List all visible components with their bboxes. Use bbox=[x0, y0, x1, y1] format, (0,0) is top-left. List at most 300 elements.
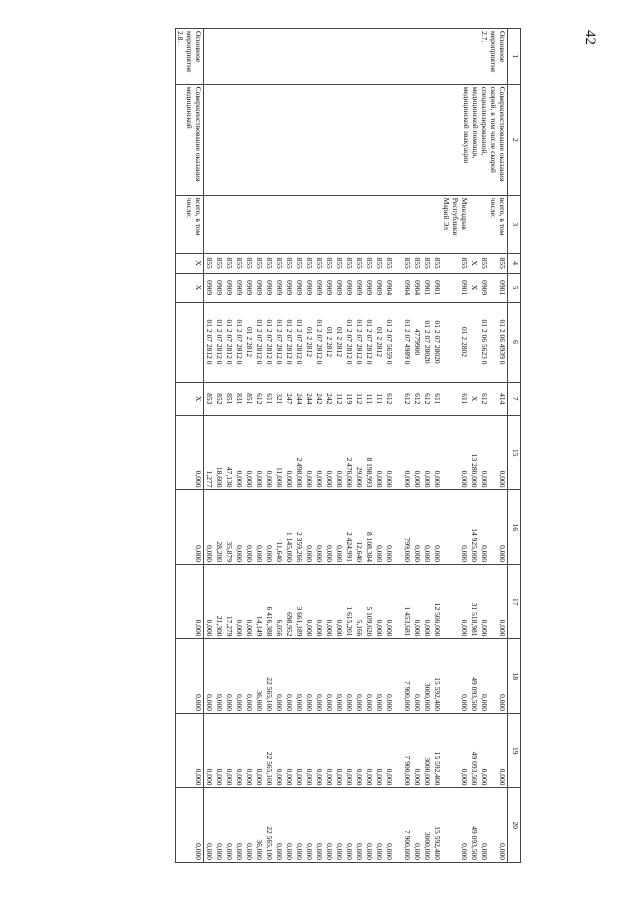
section-code-cell: 0904 bbox=[412, 273, 422, 302]
executor-cell: всего, в том числе: bbox=[489, 195, 508, 253]
section-code-cell: 0909 bbox=[324, 273, 334, 302]
target-item-cell: 01 2 2802 bbox=[442, 302, 469, 382]
amount-cell: 0,000 bbox=[334, 788, 344, 863]
amount-cell: 18,600 bbox=[214, 415, 224, 490]
amount-cell: 0,000 bbox=[224, 713, 234, 788]
grbs-cell: 855 bbox=[344, 253, 354, 273]
grbs-cell: 855 bbox=[422, 253, 432, 273]
empty-cell bbox=[394, 273, 402, 302]
amount-cell: 0,000 bbox=[284, 713, 294, 788]
amount-cell: 1 453,681 bbox=[402, 564, 412, 639]
expense-type-cell: 321 bbox=[274, 382, 284, 415]
amount-cell: 0,000 bbox=[442, 639, 469, 714]
amount-cell: 0,000 bbox=[314, 415, 324, 490]
grbs-cell: 855 bbox=[384, 253, 394, 273]
grbs-cell: 855 bbox=[489, 253, 508, 273]
amount-cell: 0,000 bbox=[224, 639, 234, 714]
section-code-cell: 0909 bbox=[224, 273, 234, 302]
executor-cell bbox=[324, 195, 334, 253]
target-item-cell: 01 2 07 2812 0 bbox=[284, 302, 294, 382]
amount-cell: 0,000 bbox=[384, 713, 394, 788]
grbs-cell: 855 bbox=[234, 253, 244, 273]
executor-cell: Минздрав Республики Марий Эл bbox=[442, 195, 469, 253]
grbs-cell: 855 bbox=[264, 253, 274, 273]
executor-cell bbox=[479, 195, 489, 253]
amount-cell: 49 093,500 bbox=[469, 639, 479, 714]
amount-cell: 22 565,100 bbox=[264, 713, 274, 788]
amount-cell: 0,000 bbox=[334, 639, 344, 714]
amount-cell: 0,000 bbox=[314, 490, 324, 565]
target-item-cell: 01 2 07 28020 bbox=[432, 302, 442, 382]
column-header: 4 bbox=[508, 253, 521, 273]
amount-cell: 0,000 bbox=[304, 788, 314, 863]
section-code-cell: 0904 bbox=[402, 273, 412, 302]
expense-type-cell: 831 bbox=[234, 382, 244, 415]
budget-table-sheet bbox=[1, 28, 521, 863]
grbs-cell: 855 bbox=[284, 253, 294, 273]
grbs-cell: 855 bbox=[374, 253, 384, 273]
section-code-cell: 0909 bbox=[264, 273, 274, 302]
column-header: 16 bbox=[508, 490, 521, 565]
executor-cell bbox=[412, 195, 422, 253]
section-code-cell: 0909 bbox=[364, 273, 374, 302]
grbs-cell: 855 bbox=[314, 253, 324, 273]
amount-cell: 15 592,400 bbox=[432, 788, 442, 863]
amount-cell: 0,000 bbox=[479, 639, 489, 714]
expense-type-cell: X bbox=[176, 382, 204, 415]
amount-cell: 3000,000 bbox=[422, 639, 432, 714]
amount-cell: 0,000 bbox=[204, 639, 215, 714]
amount-cell: 0,000 bbox=[489, 788, 508, 863]
amount-cell: 0,000 bbox=[384, 490, 394, 565]
amount-cell: 0,000 bbox=[294, 713, 304, 788]
target-item-cell: 01 2 2812 bbox=[324, 302, 334, 382]
section-code-cell: 0909 bbox=[374, 273, 384, 302]
column-header: 7 bbox=[508, 382, 521, 415]
amount-cell: 0,000 bbox=[234, 713, 244, 788]
amount-cell: 0,000 bbox=[344, 713, 354, 788]
amount-cell: 0,000 bbox=[374, 564, 384, 639]
amount-cell: 6 416,388 bbox=[264, 564, 274, 639]
amount-cell: 36,000 bbox=[254, 788, 264, 863]
event-number-cell: Основное мероприятие 2.7. bbox=[204, 29, 508, 85]
event-name-cell: Совершенствование оказания скорой, в том числе скорой специализированной, медицинской помощи, медицинской эвакуации bbox=[204, 84, 508, 195]
amount-cell: 0,000 bbox=[442, 564, 469, 639]
amount-cell: 0,000 bbox=[284, 639, 294, 714]
amount-cell: 7 900,000 bbox=[402, 788, 412, 863]
expense-type-cell: 247 bbox=[284, 382, 294, 415]
grbs-cell: 855 bbox=[324, 253, 334, 273]
expense-type-cell: 612 bbox=[254, 382, 264, 415]
amount-cell: 2 424,991 bbox=[344, 490, 354, 565]
section-code-cell: 0909 bbox=[304, 273, 314, 302]
amount-cell: 5,166 bbox=[354, 564, 364, 639]
empty-cell bbox=[394, 788, 402, 863]
grbs-cell: 855 bbox=[402, 253, 412, 273]
amount-cell: 0,000 bbox=[294, 788, 304, 863]
target-item-cell: 01 2 2812 bbox=[334, 302, 344, 382]
grbs-cell: 855 bbox=[334, 253, 344, 273]
column-header: 2 bbox=[508, 84, 521, 195]
amount-cell: 15 592,400 bbox=[432, 713, 442, 788]
amount-cell: 5 109,620 bbox=[364, 564, 374, 639]
budget-table bbox=[175, 28, 521, 863]
expense-type-cell: 111 bbox=[374, 382, 384, 415]
executor-cell bbox=[469, 195, 479, 253]
amount-cell: 0,000 bbox=[254, 713, 264, 788]
amount-cell: 21,300 bbox=[214, 564, 224, 639]
column-header: 17 bbox=[508, 564, 521, 639]
amount-cell: 22 565,100 bbox=[264, 639, 274, 714]
expense-type-cell: 611 bbox=[264, 382, 274, 415]
amount-cell: 0,000 bbox=[274, 788, 284, 863]
executor-cell bbox=[344, 195, 354, 253]
executor-cell bbox=[314, 195, 324, 253]
amount-cell: 0,000 bbox=[244, 713, 254, 788]
amount-cell: 0,000 bbox=[442, 713, 469, 788]
amount-cell: 0,000 bbox=[384, 415, 394, 490]
amount-cell: 0,000 bbox=[284, 415, 294, 490]
section-code-cell: 0909 bbox=[284, 273, 294, 302]
section-code-cell: 0909 bbox=[254, 273, 264, 302]
amount-cell: 36,000 bbox=[254, 639, 264, 714]
amount-cell: 0,000 bbox=[412, 564, 422, 639]
amount-cell: 0,000 bbox=[334, 713, 344, 788]
amount-cell: 8 108,384 bbox=[364, 490, 374, 565]
amount-cell: 0,000 bbox=[402, 415, 412, 490]
amount-cell: 0,000 bbox=[304, 490, 314, 565]
amount-cell: 0,000 bbox=[254, 490, 264, 565]
target-item-cell: 01 2 07 4989 0 bbox=[402, 302, 412, 382]
amount-cell: 3000,000 bbox=[422, 713, 432, 788]
amount-cell: 0,000 bbox=[234, 415, 244, 490]
target-item-cell: 01 2 07 2812 0 bbox=[214, 302, 224, 382]
amount-cell: 0,000 bbox=[204, 564, 215, 639]
executor-cell bbox=[432, 195, 442, 253]
amount-cell: 47,130 bbox=[224, 415, 234, 490]
amount-cell: 0,000 bbox=[334, 564, 344, 639]
executor-cell bbox=[234, 195, 244, 253]
amount-cell: 0,000 bbox=[479, 490, 489, 565]
amount-cell: 0,000 bbox=[412, 788, 422, 863]
amount-cell: 14,149 bbox=[254, 564, 264, 639]
grbs-cell: 855 bbox=[364, 253, 374, 273]
column-header: 15 bbox=[508, 415, 521, 490]
amount-cell: 0,000 bbox=[412, 490, 422, 565]
amount-cell: 0,000 bbox=[324, 639, 334, 714]
column-header: 6 bbox=[508, 302, 521, 382]
amount-cell: 49 093,500 bbox=[469, 713, 479, 788]
executor-cell bbox=[274, 195, 284, 253]
amount-cell: 0,000 bbox=[204, 713, 215, 788]
amount-cell: 0,000 bbox=[334, 415, 344, 490]
column-header: 19 bbox=[508, 713, 521, 788]
amount-cell: 0,000 bbox=[412, 713, 422, 788]
column-header: 5 bbox=[508, 273, 521, 302]
amount-cell: 0,000 bbox=[354, 713, 364, 788]
executor-cell bbox=[354, 195, 364, 253]
target-item-cell: 01 2 07 2812 0 bbox=[224, 302, 234, 382]
grbs-cell: X bbox=[176, 253, 204, 273]
section-code-cell: 0909 bbox=[274, 273, 284, 302]
amount-cell: 0,000 bbox=[374, 713, 384, 788]
amount-cell: 0,000 bbox=[304, 639, 314, 714]
amount-cell: 0,000 bbox=[274, 713, 284, 788]
grbs-cell: 855 bbox=[354, 253, 364, 273]
table-body bbox=[176, 29, 508, 863]
section-code-cell: 0909 bbox=[204, 273, 215, 302]
amount-cell: 0,000 bbox=[479, 788, 489, 863]
executor-cell bbox=[224, 195, 234, 253]
expense-type-cell: 612 bbox=[422, 382, 432, 415]
amount-cell: 0,000 bbox=[314, 713, 324, 788]
empty-cell bbox=[394, 564, 402, 639]
section-code-cell: X bbox=[469, 273, 479, 302]
empty-cell bbox=[394, 415, 402, 490]
event-name-cell: Совершенствование оказания медицинской bbox=[176, 84, 204, 195]
amount-cell: 0,000 bbox=[244, 564, 254, 639]
expense-type-cell: 242 bbox=[324, 382, 334, 415]
amount-cell: 0,000 bbox=[479, 713, 489, 788]
page-number: 42 bbox=[582, 30, 598, 45]
amount-cell: 0,000 bbox=[324, 713, 334, 788]
amount-cell: 0,000 bbox=[384, 788, 394, 863]
amount-cell: 15 592,400 bbox=[432, 639, 442, 714]
target-item-cell: 01 2 07 2812 0 bbox=[234, 302, 244, 382]
grbs-cell: 855 bbox=[214, 253, 224, 273]
executor-cell bbox=[264, 195, 274, 253]
grbs-cell: 855 bbox=[274, 253, 284, 273]
target-item-cell: 01 2 07 2812 0 bbox=[294, 302, 304, 382]
amount-cell: 0,000 bbox=[384, 639, 394, 714]
amount-cell: 3000,000 bbox=[422, 788, 432, 863]
executor-cell bbox=[384, 195, 394, 253]
expense-type-cell: 111 bbox=[364, 382, 374, 415]
amount-cell: 0,000 bbox=[176, 639, 204, 714]
amount-cell: 0,000 bbox=[204, 490, 215, 565]
amount-cell: 0,000 bbox=[244, 490, 254, 565]
expense-type-cell: 244 bbox=[304, 382, 314, 415]
expense-type-cell: 611 bbox=[432, 382, 442, 415]
empty-cell bbox=[394, 639, 402, 714]
section-code-cell: 0904 bbox=[384, 273, 394, 302]
amount-cell: 0,000 bbox=[214, 788, 224, 863]
header-row bbox=[508, 29, 521, 863]
amount-cell: 698,952 bbox=[284, 564, 294, 639]
section-code-cell: 0901 bbox=[442, 273, 469, 302]
section-code-cell: 0901 bbox=[489, 273, 508, 302]
target-item-cell bbox=[176, 302, 204, 382]
target-item-cell: 4779900 bbox=[412, 302, 422, 382]
amount-cell: 0,000 bbox=[264, 490, 274, 565]
amount-cell: 0,000 bbox=[364, 788, 374, 863]
section-code-cell: X bbox=[176, 273, 204, 302]
target-item-cell: 01 2 07 28020 bbox=[422, 302, 432, 382]
amount-cell: 49 093,500 bbox=[469, 788, 479, 863]
amount-cell: 0,000 bbox=[344, 788, 354, 863]
expense-type-cell: 851 bbox=[244, 382, 254, 415]
target-item-cell: 01 2 07 2812 0 bbox=[364, 302, 374, 382]
amount-cell: 0,000 bbox=[264, 415, 274, 490]
amount-cell: 35,879 bbox=[224, 490, 234, 565]
target-item-cell: 01 2 07 2812 0 bbox=[344, 302, 354, 382]
amount-cell: 3 661,189 bbox=[294, 564, 304, 639]
expense-type-cell: 112 bbox=[354, 382, 364, 415]
amount-cell: 6,056 bbox=[274, 564, 284, 639]
amount-cell: 0,000 bbox=[304, 564, 314, 639]
empty-cell bbox=[394, 713, 402, 788]
target-item-cell: 01 2 07 2812 0 bbox=[254, 302, 264, 382]
amount-cell: 0,000 bbox=[354, 639, 364, 714]
executor-cell bbox=[334, 195, 344, 253]
grbs-cell: X bbox=[469, 253, 479, 273]
amount-cell: 0,000 bbox=[234, 490, 244, 565]
amount-cell: 2 498,000 bbox=[294, 415, 304, 490]
amount-cell: 0,000 bbox=[224, 788, 234, 863]
amount-cell: 0,000 bbox=[304, 713, 314, 788]
amount-cell: 0,000 bbox=[254, 415, 264, 490]
expense-type-cell: X bbox=[469, 382, 479, 415]
amount-cell: 0,000 bbox=[214, 713, 224, 788]
amount-cell: 29,000 bbox=[354, 415, 364, 490]
amount-cell: 0,000 bbox=[364, 713, 374, 788]
target-item-cell: 01 2 07 2812 0 bbox=[354, 302, 364, 382]
expense-type-cell: 611 bbox=[442, 382, 469, 415]
executor-cell bbox=[402, 195, 412, 253]
target-item-cell: 01 2 07 2812 0 bbox=[314, 302, 324, 382]
amount-cell: 0,000 bbox=[364, 639, 374, 714]
amount-cell: 0,000 bbox=[489, 564, 508, 639]
target-item-cell: 01 2 07 5659 0 bbox=[384, 302, 394, 382]
amount-cell: 0,000 bbox=[244, 788, 254, 863]
empty-cell bbox=[394, 490, 402, 565]
amount-cell: 0,000 bbox=[384, 564, 394, 639]
section-code-cell: 0901 bbox=[432, 273, 442, 302]
grbs-cell: 855 bbox=[432, 253, 442, 273]
executor-cell bbox=[244, 195, 254, 253]
amount-cell: 0,000 bbox=[244, 639, 254, 714]
amount-cell: 0,000 bbox=[244, 415, 254, 490]
amount-cell: 0,000 bbox=[479, 415, 489, 490]
column-header: 20 bbox=[508, 788, 521, 863]
amount-cell: 22 565,100 bbox=[264, 788, 274, 863]
amount-cell: 0,000 bbox=[489, 490, 508, 565]
amount-cell: 12,640 bbox=[354, 490, 364, 565]
amount-cell: 28,200 bbox=[214, 490, 224, 565]
column-header: 3 bbox=[508, 195, 521, 253]
empty-cell bbox=[394, 195, 402, 253]
amount-cell: 0,000 bbox=[422, 490, 432, 565]
empty-cell bbox=[394, 302, 402, 382]
section-code-cell: 0909 bbox=[314, 273, 324, 302]
amount-cell: 0,000 bbox=[432, 490, 442, 565]
grbs-cell: 855 bbox=[244, 253, 254, 273]
target-item-cell: 01 2 06 4939 0 bbox=[489, 302, 508, 382]
target-item-cell: 01 2 07 2812 0 bbox=[264, 302, 274, 382]
amount-cell: 0,000 bbox=[354, 788, 364, 863]
section-code-cell: 0901 bbox=[422, 273, 432, 302]
amount-cell: 799,000 bbox=[402, 490, 412, 565]
amount-cell: 0,000 bbox=[234, 639, 244, 714]
executor-cell bbox=[374, 195, 384, 253]
amount-cell: 0,000 bbox=[432, 415, 442, 490]
grbs-cell: 855 bbox=[479, 253, 489, 273]
amount-cell: 0,000 bbox=[314, 564, 324, 639]
amount-cell: 0,000 bbox=[374, 415, 384, 490]
expense-type-cell: 244 bbox=[294, 382, 304, 415]
expense-type-cell: 119 bbox=[344, 382, 354, 415]
target-item-cell: 01 2 2812 bbox=[374, 302, 384, 382]
amount-cell: 12 500,000 bbox=[432, 564, 442, 639]
empty-cell bbox=[394, 253, 402, 273]
expense-type-cell: 242 bbox=[314, 382, 324, 415]
amount-cell: 11,640 bbox=[274, 490, 284, 565]
amount-cell: 0,000 bbox=[489, 639, 508, 714]
amount-cell: 0,000 bbox=[304, 415, 314, 490]
expense-type-cell: 112 bbox=[334, 382, 344, 415]
amount-cell: 0,000 bbox=[234, 564, 244, 639]
expense-type-cell: 851 bbox=[224, 382, 234, 415]
executor-cell bbox=[214, 195, 224, 253]
amount-cell: 0,000 bbox=[412, 415, 422, 490]
executor-cell bbox=[304, 195, 314, 253]
section-code-cell: 0909 bbox=[334, 273, 344, 302]
target-item-cell: 01 2 07 2812 0 bbox=[274, 302, 284, 382]
grbs-cell: 855 bbox=[442, 253, 469, 273]
amount-cell: 0,000 bbox=[412, 639, 422, 714]
amount-cell: 17,279 bbox=[224, 564, 234, 639]
column-header: 18 bbox=[508, 639, 521, 714]
amount-cell: 1 145,000 bbox=[284, 490, 294, 565]
section-code-cell: 0909 bbox=[244, 273, 254, 302]
amount-cell: 0,000 bbox=[314, 788, 324, 863]
executor-cell bbox=[204, 195, 215, 253]
expense-type-cell: 612 bbox=[412, 382, 422, 415]
column-header: 1 bbox=[508, 29, 521, 85]
amount-cell: 0,000 bbox=[176, 415, 204, 490]
amount-cell: 0,000 bbox=[176, 490, 204, 565]
amount-cell: 0,000 bbox=[442, 415, 469, 490]
amount-cell: 0,000 bbox=[334, 490, 344, 565]
amount-cell: 8 198,993 bbox=[364, 415, 374, 490]
amount-cell: 1 615,201 bbox=[344, 564, 354, 639]
section-code-cell: 0909 bbox=[344, 273, 354, 302]
amount-cell: 0,000 bbox=[234, 788, 244, 863]
grbs-cell: 855 bbox=[304, 253, 314, 273]
executor-cell bbox=[254, 195, 264, 253]
target-item-cell: 01 2 2812 bbox=[304, 302, 314, 382]
amount-cell: 0,000 bbox=[374, 788, 384, 863]
expense-type-cell: 612 bbox=[384, 382, 394, 415]
amount-cell: 0,000 bbox=[442, 788, 469, 863]
table-row bbox=[489, 29, 508, 863]
amount-cell: 0,000 bbox=[176, 788, 204, 863]
amount-cell: 0,000 bbox=[274, 639, 284, 714]
amount-cell: 2 359,266 bbox=[294, 490, 304, 565]
amount-cell: 0,000 bbox=[214, 639, 224, 714]
amount-cell: 2 476,000 bbox=[344, 415, 354, 490]
target-item-cell bbox=[469, 302, 479, 382]
amount-cell: 14 925,000 bbox=[469, 490, 479, 565]
section-code-cell: 0909 bbox=[294, 273, 304, 302]
executor-cell bbox=[364, 195, 374, 253]
grbs-cell: 855 bbox=[224, 253, 234, 273]
section-code-cell: 0909 bbox=[479, 273, 489, 302]
amount-cell: 0,000 bbox=[489, 713, 508, 788]
amount-cell: 0,000 bbox=[344, 639, 354, 714]
amount-cell: 1,277 bbox=[204, 415, 215, 490]
amount-cell: 31 518,981 bbox=[469, 564, 479, 639]
